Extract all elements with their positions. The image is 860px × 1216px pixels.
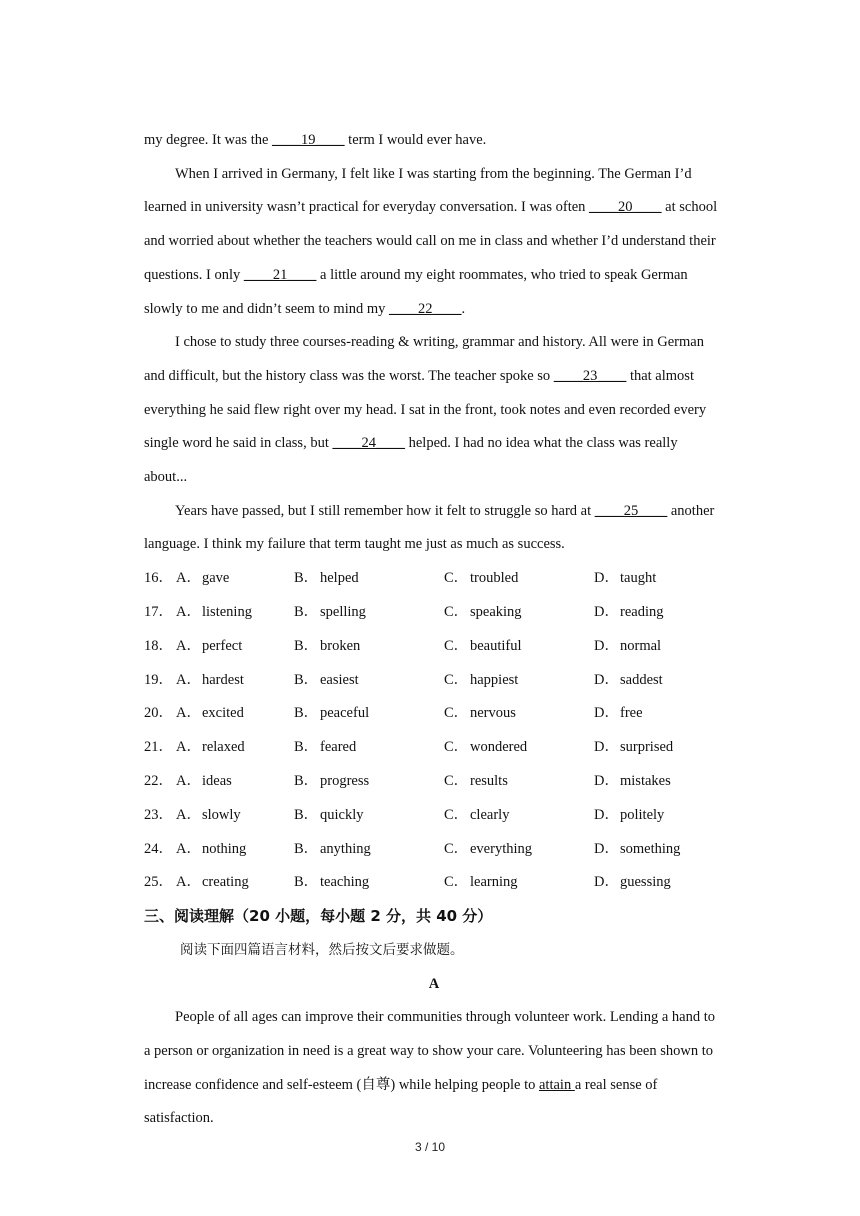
option-d[interactable]: [594, 697, 714, 731]
option-letter: D．: [594, 671, 619, 688]
text: Years have passed, but I still remember how it felt to struggle so hard at: [175, 502, 595, 519]
option-letter: A．: [176, 739, 201, 756]
option-letter: C．: [444, 637, 469, 654]
option-text: politely: [620, 806, 665, 823]
option-letter: A．: [176, 570, 201, 587]
question-number: 17．: [144, 603, 173, 620]
option-letter: D．: [594, 739, 619, 756]
option-c[interactable]: [444, 799, 594, 833]
question-options-25: [144, 866, 724, 900]
option-text: saddest: [620, 671, 663, 688]
option-letter: C．: [444, 840, 469, 857]
option-c[interactable]: [444, 562, 594, 596]
option-text: troubled: [470, 570, 519, 587]
question-options-19: [144, 664, 724, 698]
passage-paragraph-2: [144, 326, 724, 495]
text: When I arrived in Germany, I felt like I was starting from the beginning. The German I’d learned in university wasn’t practical for everyday conversation. I was often: [144, 165, 692, 216]
option-c[interactable]: [444, 866, 594, 900]
option-letter: A．: [176, 840, 201, 857]
option-b[interactable]: [294, 731, 444, 765]
question-options-20: [144, 697, 724, 731]
option-text: feared: [320, 739, 357, 756]
option-text: something: [620, 840, 681, 857]
option-text: helped: [320, 570, 359, 587]
option-c[interactable]: [444, 697, 594, 731]
option-d[interactable]: [594, 866, 714, 900]
option-letter: B．: [294, 637, 319, 654]
option-a[interactable]: [176, 664, 294, 698]
option-text: excited: [202, 705, 244, 722]
question-number: 25．: [144, 874, 173, 891]
option-text: taught: [620, 570, 657, 587]
option-letter: D．: [594, 637, 619, 654]
option-b[interactable]: [294, 664, 444, 698]
option-text: happiest: [470, 671, 519, 688]
option-letter: C．: [444, 671, 469, 688]
option-d[interactable]: [594, 833, 714, 867]
option-letter: A．: [176, 603, 201, 620]
option-letter: A．: [176, 772, 201, 789]
reading-paragraph: [144, 1001, 724, 1136]
option-letter: D．: [594, 772, 619, 789]
option-d[interactable]: [594, 765, 714, 799]
question-number: 19．: [144, 671, 173, 688]
option-letter: D．: [594, 705, 619, 722]
option-a[interactable]: [176, 562, 294, 596]
text: term I would ever have.: [344, 132, 487, 148]
option-text: gave: [202, 570, 230, 587]
option-letter: D．: [594, 806, 619, 823]
option-text: free: [620, 705, 643, 722]
option-letter: C．: [444, 705, 469, 722]
passage-paragraph-3: [144, 495, 724, 562]
option-c[interactable]: [444, 833, 594, 867]
option-letter: D．: [594, 840, 619, 857]
option-text: learning: [470, 874, 518, 891]
option-letter: B．: [294, 705, 319, 722]
question-number: 20．: [144, 705, 173, 722]
question-number: 24．: [144, 840, 173, 857]
blank-23: ____23____: [553, 367, 627, 384]
text: People of all ages can improve their communities through volunteer work. Lending a hand to a person or organization in need is a great way to show your care. Volunteering has been shown to increase confidence and self-esteem (自尊) while helping people to: [144, 1009, 715, 1093]
option-letter: B．: [294, 806, 319, 823]
question-options-22: [144, 765, 724, 799]
text: a real sense of satisfaction.: [144, 1076, 658, 1127]
question-options-21: [144, 731, 724, 765]
option-letter: A．: [176, 874, 201, 891]
blank-20: ____20____: [589, 199, 662, 216]
option-b[interactable]: [294, 630, 444, 664]
option-a[interactable]: [176, 596, 294, 630]
option-b[interactable]: [294, 596, 444, 630]
option-letter: B．: [294, 739, 319, 756]
option-text: clearly: [470, 806, 510, 823]
option-text: speaking: [470, 603, 522, 620]
question-options-16: [144, 562, 724, 596]
option-d[interactable]: [594, 664, 714, 698]
option-letter: B．: [294, 772, 319, 789]
blank-21: ____21____: [243, 266, 317, 283]
option-text: slowly: [202, 806, 241, 823]
option-letter: C．: [444, 874, 469, 891]
blank-25: ____25____: [594, 502, 668, 519]
option-a[interactable]: [176, 866, 294, 900]
option-text: quickly: [320, 806, 364, 823]
option-letter: D．: [594, 570, 619, 587]
option-text: reading: [620, 603, 664, 620]
text: at school and worried about whether the teachers would call on me in class and whether I’d understand their questions. I only: [144, 199, 718, 283]
option-text: wondered: [470, 739, 528, 756]
option-text: broken: [320, 637, 361, 654]
option-b[interactable]: [294, 765, 444, 799]
option-c[interactable]: [444, 664, 594, 698]
option-a[interactable]: [176, 731, 294, 765]
text: another language. I think my failure that term taught me just as much as success.: [144, 502, 715, 553]
option-a[interactable]: [176, 765, 294, 799]
text: my degree. It was the: [144, 132, 273, 148]
question-options-18: [144, 630, 724, 664]
option-a[interactable]: [176, 697, 294, 731]
option-a[interactable]: [176, 799, 294, 833]
option-letter: C．: [444, 806, 469, 823]
option-b[interactable]: [294, 866, 444, 900]
option-c[interactable]: [444, 596, 594, 630]
question-number: 21．: [144, 739, 173, 756]
question-options-23: [144, 799, 724, 833]
option-d[interactable]: [594, 630, 714, 664]
option-text: easiest: [320, 671, 359, 688]
option-text: relaxed: [202, 739, 245, 756]
option-c[interactable]: [444, 630, 594, 664]
option-text: ideas: [202, 772, 232, 789]
page-number: 3 / 10: [414, 1140, 446, 1154]
question-options-24: [144, 833, 724, 867]
underlined-word: attain: [538, 1076, 575, 1093]
option-letter: C．: [444, 603, 469, 620]
option-letter: B．: [294, 874, 319, 891]
option-text: anything: [320, 840, 371, 857]
text: .: [461, 300, 466, 317]
option-d[interactable]: [594, 562, 714, 596]
text: a little around my eight roommates, who tried to speak German slowly to me and didn’t seem to mind my: [144, 266, 688, 317]
option-text: spelling: [320, 603, 366, 620]
option-letter: A．: [176, 705, 201, 722]
question-number: 23．: [144, 806, 173, 823]
text: I chose to study three courses-reading & writing, grammar and history. All were in German and difficult, but the history class was the worst. The teacher spoke so: [144, 334, 704, 384]
option-letter: B．: [294, 671, 319, 688]
option-d[interactable]: [594, 799, 714, 833]
option-b[interactable]: [294, 799, 444, 833]
option-letter: D．: [594, 874, 619, 891]
option-text: beautiful: [470, 637, 522, 654]
option-text: everything: [470, 840, 533, 857]
text: that almost everything he said flew right over my head. I sat in the front, took notes and even recorded every single word he said in class, but: [144, 367, 707, 452]
option-letter: C．: [444, 739, 469, 756]
passage-paragraph-1: [144, 158, 724, 327]
option-letter: A．: [176, 806, 201, 823]
option-letter: B．: [294, 570, 319, 587]
option-text: creating: [202, 874, 249, 891]
option-b[interactable]: [294, 833, 444, 867]
option-b[interactable]: [294, 697, 444, 731]
option-text: listening: [202, 603, 252, 620]
blank-24: ____24____: [332, 435, 405, 452]
option-letter: B．: [294, 603, 319, 620]
option-a[interactable]: [176, 630, 294, 664]
option-text: hardest: [202, 671, 244, 688]
question-options-17: [144, 596, 724, 630]
option-letter: C．: [444, 772, 469, 789]
blank-19: ____19____: [272, 132, 345, 148]
option-letter: A．: [176, 637, 201, 654]
question-number: 22．: [144, 772, 173, 789]
option-text: normal: [620, 637, 662, 654]
option-text: peaceful: [320, 705, 370, 722]
option-text: teaching: [320, 874, 370, 891]
blank-22: ____22____: [389, 300, 462, 317]
option-text: progress: [320, 772, 370, 789]
section-instruction: 阅读下面四篇语言材料，然后按文后要求做题。: [180, 942, 464, 959]
option-letter: C．: [444, 570, 469, 587]
option-a[interactable]: [176, 833, 294, 867]
options-list: [144, 562, 724, 900]
page-content: [144, 124, 724, 1136]
option-c[interactable]: [444, 731, 594, 765]
option-letter: D．: [594, 603, 619, 620]
option-d[interactable]: [594, 596, 714, 630]
passage-paragraph-0: [144, 124, 724, 158]
question-number: 18．: [144, 637, 173, 654]
text: helped. I had no idea what the class was really about...: [144, 435, 678, 486]
option-text: nothing: [202, 840, 247, 857]
section-heading: 三、阅读理解（20 小题，每小题 2 分，共 40 分）: [144, 907, 493, 926]
option-d[interactable]: [594, 731, 714, 765]
option-b[interactable]: [294, 562, 444, 596]
option-letter: B．: [294, 840, 319, 857]
option-text: results: [470, 772, 508, 789]
option-text: mistakes: [620, 772, 671, 789]
question-number: 16．: [144, 570, 173, 587]
option-text: surprised: [620, 739, 674, 756]
option-letter: A．: [176, 671, 201, 688]
option-c[interactable]: [444, 765, 594, 799]
option-text: nervous: [470, 705, 516, 722]
option-text: perfect: [202, 637, 243, 654]
option-text: guessing: [620, 874, 671, 891]
part-title: A: [428, 976, 440, 993]
